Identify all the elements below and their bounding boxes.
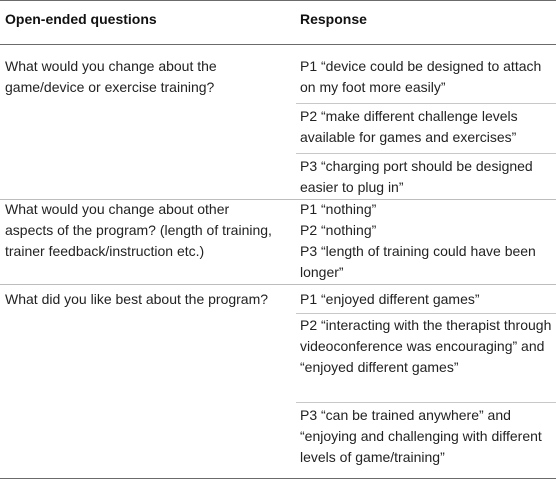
question-2: What would you change about other aspects of the program? (length of training, trainer feedback/instruction etc.) <box>5 201 272 259</box>
table-top-rule <box>0 0 556 1</box>
response-divider <box>296 402 556 403</box>
response-3-p3: P3 “can be trained anywhere” and “enjoying and challenging with different levels of game/training” <box>300 407 542 465</box>
response-divider <box>296 103 556 104</box>
response-2-p1: P1 “nothing” <box>300 201 377 217</box>
response-3-p1: P1 “enjoyed different games” <box>300 291 480 307</box>
response-1-p3: P3 “charging port should be designed easier to plug in” <box>300 158 533 195</box>
response-divider <box>296 153 556 154</box>
response-1-p1: P1 “device could be designed to attach on my foot more easily” <box>300 58 542 95</box>
question-1: What would you change about the game/device or exercise training? <box>5 58 217 95</box>
response-2-p3: P3 “length of training could have been longer” <box>300 243 536 280</box>
response-2-p2: P2 “nothing” <box>300 222 377 238</box>
header-open-ended-questions: Open-ended questions <box>5 11 157 27</box>
header-response: Response <box>300 11 367 27</box>
header-rule <box>0 44 556 45</box>
question-3: What did you like best about the program? <box>5 291 269 307</box>
row-divider <box>0 284 556 285</box>
response-1-p2: P2 “make different challenge levels available for games and exercises” <box>300 108 518 145</box>
table-bottom-rule <box>0 478 556 479</box>
response-divider <box>296 313 556 314</box>
response-3-p2: P2 “interacting with the therapist through videoconference was encouraging” and “enjoyed different games” <box>300 317 552 375</box>
